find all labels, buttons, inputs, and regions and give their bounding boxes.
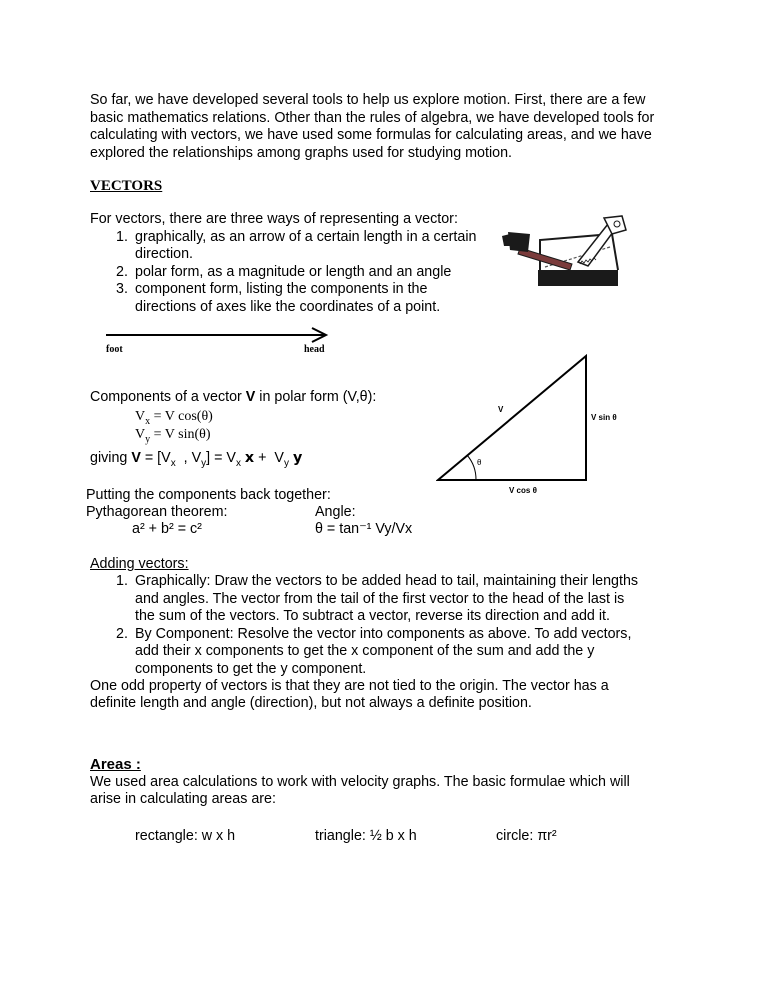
vy-equation-text: = V sin(θ) bbox=[153, 427, 211, 442]
vectors-lead: For vectors, there are three ways of representing a vector: bbox=[90, 211, 458, 227]
list-item-line: graphically, as an arrow of a certain length in a certain bbox=[135, 228, 477, 245]
areas-line-2: arise in calculating areas are: bbox=[90, 791, 276, 807]
circle-formula-text: πr² bbox=[537, 828, 557, 844]
list-number: 1. bbox=[116, 228, 128, 245]
vector-symbol: V bbox=[245, 389, 256, 405]
giving-line: giving $V = [V_x$ , $V_y] = V_x$ $x + V_y$ y bbox=[90, 450, 303, 469]
list-item bbox=[90, 626, 690, 679]
list-item-line: directions of axes like the coordinates of a point. bbox=[135, 298, 441, 315]
angle-equation: θ = tan⁻¹ Vy/Vx bbox=[315, 521, 413, 537]
vectors-section bbox=[90, 211, 520, 316]
putting-heading: Putting the components back together: bbox=[86, 487, 331, 503]
components-suffix: in polar form (V,θ): bbox=[255, 389, 377, 405]
list-item bbox=[90, 573, 690, 626]
vx-equation: $V_x = V$ cos(θ) bbox=[135, 409, 213, 427]
list-number: 1. bbox=[116, 573, 128, 589]
odd-property-line-1: One odd property of vectors is that they are not tied to the origin. The vector has a bbox=[90, 678, 609, 694]
representation-list bbox=[90, 229, 520, 317]
list-item-line: components to get the y component. bbox=[135, 660, 367, 677]
intro-paragraph: So far, we have developed several tools to help us explore motion. First, there are a few basic mathematics relations. Other than the rules of algebra, we have developed tools for calculating with vectors, we have used some formulas for calculating areas, and we have explored the relationships among graphs used for studying motion. bbox=[90, 92, 655, 161]
components-line bbox=[90, 389, 376, 407]
vectors-heading: VECTORS bbox=[90, 178, 163, 194]
odd-property-line-2: definite length and angle (direction), but not always a definite position. bbox=[90, 695, 532, 711]
list-item-line: polar form, as a magnitude or length and an angle bbox=[135, 263, 452, 280]
giving-equation: = [V bbox=[140, 450, 171, 466]
triangle-diagram bbox=[436, 354, 616, 500]
list-number: 3. bbox=[116, 281, 128, 297]
triangle-hyp-label: V bbox=[498, 405, 504, 414]
list-number: 2. bbox=[116, 263, 128, 280]
vx-equation-text: = V cos(θ) bbox=[153, 409, 213, 424]
list-item-line: By Component: Resolve the vector into components as above. To add vectors, bbox=[135, 625, 632, 642]
arrow-foot-label: foot bbox=[106, 344, 123, 355]
pythagorean-label: Pythagorean theorem: bbox=[86, 504, 228, 520]
adding-list bbox=[90, 573, 690, 678]
vector-arrow bbox=[104, 325, 334, 345]
triangle-vert-label: V sin θ bbox=[591, 413, 617, 422]
toolbox-illustration bbox=[500, 212, 632, 290]
list-item-line: the sum of the vectors. To subtract a vector, reverse its direction and add it. bbox=[135, 608, 610, 624]
list-item bbox=[90, 281, 520, 316]
list-item bbox=[90, 264, 520, 282]
list-item bbox=[90, 229, 520, 264]
adding-heading: Adding vectors: bbox=[90, 556, 189, 572]
list-number: 2. bbox=[116, 625, 128, 642]
giving-prefix: giving bbox=[90, 450, 132, 466]
circle-label: circle: bbox=[496, 828, 538, 844]
rectangle-formula: rectangle: w x h bbox=[135, 828, 236, 844]
list-item-line: component form, listing the components in the bbox=[135, 281, 428, 297]
list-item-line: direction. bbox=[135, 246, 194, 262]
angle-label: Angle: bbox=[315, 504, 356, 520]
pythagorean-equation: a² + b² = c² bbox=[132, 521, 202, 537]
circle-formula bbox=[496, 828, 557, 846]
areas-heading: Areas : bbox=[90, 756, 141, 773]
list-item-line: add their x components to get the x component of the sum and add the y bbox=[135, 643, 595, 659]
triangle-angle-label: θ bbox=[477, 458, 482, 467]
arrow-head-label: head bbox=[304, 344, 325, 355]
list-item-line: Graphically: Draw the vectors to be added head to tail, maintaining their lengths bbox=[135, 573, 639, 589]
vector-symbol: V bbox=[131, 450, 141, 466]
triangle-formula: triangle: ½ b x h bbox=[315, 828, 417, 844]
components-prefix: Components of a vector bbox=[90, 389, 246, 405]
vy-equation: $V_y = V$ sin(θ) bbox=[135, 427, 211, 445]
triangle-horiz-label: V cos θ bbox=[509, 486, 537, 495]
areas-line-1: We used area calculations to work with velocity graphs. The basic formulae which will bbox=[90, 774, 630, 790]
list-item-line: and angles. The vector from the tail of the first vector to the head of the last is bbox=[135, 590, 625, 607]
